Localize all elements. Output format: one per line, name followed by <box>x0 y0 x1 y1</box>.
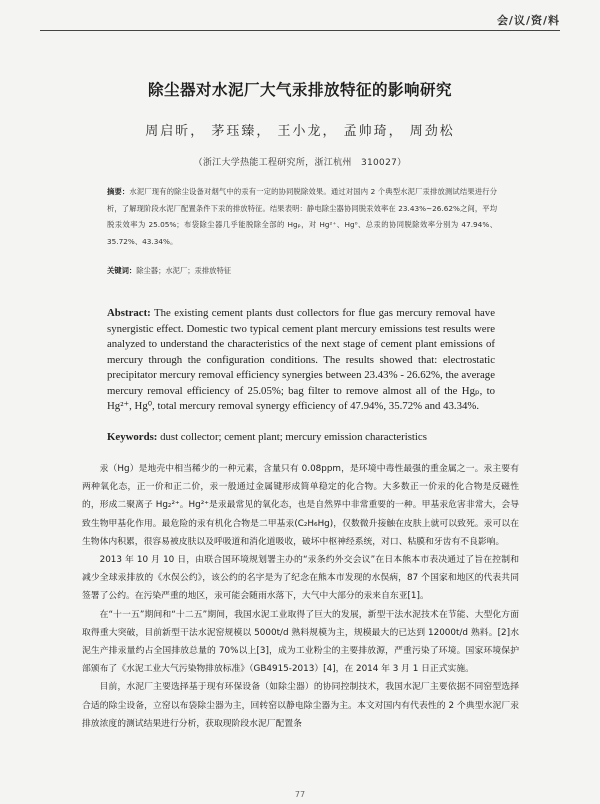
body-paragraph: 在“十一五”期间和“十二五”期间，我国水泥工业取得了巨大的发展，新型干法水泥技术在节能、大型化方面取得重大突破，目前新型干法水泥窑规模以 5000t/d 熟料规模为主，规模最大的已达到 12000t/d 熟料。[2]水泥生产排汞量约占全国排放总量的 70%以上[3]，成为工业粉尘的主要排放源，严重污染了环境。国家环境保护部颁布了《水泥工业大气污染物排放标准》（GB4915-2013）[4]，在 2014 年 3 月 1 日正式实施。 <box>82 609 519 675</box>
abstract-cn-text: 水泥厂现有的除尘设备对烟气中的汞有一定的协同脱除效果。通过对国内 2 个典型水泥厂汞排放测试结果进行分析，了解现阶段水泥厂配置条件下汞的排放特征。结果表明：静电除尘器协同脱汞效率在 23.43%~26.62%之间，平均脱汞效率为 25.05%；布袋除尘器几乎能脱除全部的 Hgₚ，对 Hg²⁺、Hg⁰、总汞的协同脱除效率分别为 47.94%、35.72%、43.34%。 <box>107 187 498 246</box>
keywords-cn-label: 关键词： <box>107 266 137 275</box>
affiliation: （浙江大学热能工程研究所，浙江杭州 310027） <box>193 158 407 168</box>
header-divider <box>40 30 560 31</box>
keywords-en-text: dust collector; cement plant; mercury emission characteristics <box>157 431 427 443</box>
section-tag: 会/议/资/料 <box>496 14 560 27</box>
keywords-en-label: Keywords: <box>107 431 158 443</box>
body-paragraph: 2013 年 10 月 10 日，由联合国环境规划署主办的“汞条约外交会议”在日本熊本市表决通过了旨在控制和减少全球汞排放的《水俣公约》，该公约的名字是为了纪念在熊本市发现的水俣病，87 个国家和地区的代表共同签署了公约。在污染严重的地区，汞可能会随雨水落下，大气中大部分的汞来自东亚[1]。 <box>82 555 519 602</box>
author-list: 周启昕， 茅珏臻， 王小龙， 孟帅琦， 周劲松 <box>145 124 455 139</box>
body-paragraph: 汞（Hg）是地壳中相当稀少的一种元素，含量只有 0.08ppm，是环境中毒性最强的重金属之一。汞主要有两种氧化态，正一价和正二价，汞一般通过金属键形成简单稳定的化合物。大多数正一价汞的化合物是反磁性的，形成二聚离子 Hg₂²⁺。Hg²⁺是汞最常见的氧化态，也是自然界中非常重要的一种。甲基汞危害非常大，会导致生物甲基化作用。最危险的汞有机化合物是二甲基汞(C₂H₆Hg)，仅数微升接触在皮肤上就可以致死。汞可以在生物体内积累，很容易被皮肤以及呼吸道和消化道吸收，破坏中枢神经系统，对口、粘膜和牙齿有不良影响。 <box>82 464 519 547</box>
abstract-cn-label: 摘要： <box>107 187 130 196</box>
keywords-cn-text: 除尘器；水泥厂；汞排放特征 <box>136 266 232 275</box>
abstract-en-label: Abstract: <box>107 307 151 319</box>
paper-title: 除尘器对水泥厂大气汞排放特征的影响研究 <box>147 81 452 99</box>
page-number: 77 <box>294 790 306 799</box>
keywords-cn <box>107 266 497 276</box>
abstract-en <box>107 306 495 415</box>
body-paragraph: 目前，水泥厂主要选择基于现有环保设备（如除尘器）的协同控制技术，我国水泥厂主要依据不同窑型选择合适的除尘设备，立窑以布袋除尘器为主，回转窑以静电除尘器为主。本文对国内有代表性的 2 个典型水泥厂汞排放浓度的测试结果进行分析，获取现阶段水泥厂配置条 <box>82 682 519 729</box>
abstract-cn <box>107 184 497 250</box>
body-text <box>82 460 519 733</box>
abstract-en-text: The existing cement plants dust collectors for flue gas mercury removal have synergistic effect. Domestic two typical cement plant mercury emissions test results were analyzed to understand the characteristics of the next stage of cement plant emissions of mercury through the configuration conditions. The results showed that: electrostatic precipitator mercury removal efficiency synergies between 23.43% - 26.62%, the average mercury removal efficiency of 25.05%; bag filter to remove almost all of the Hgₚ, to Hg²⁺, Hg⁰, total mercury removal synergy efficiency of 47.94%, 35.72% and 43.34%. <box>107 307 495 412</box>
keywords-en <box>107 431 495 443</box>
